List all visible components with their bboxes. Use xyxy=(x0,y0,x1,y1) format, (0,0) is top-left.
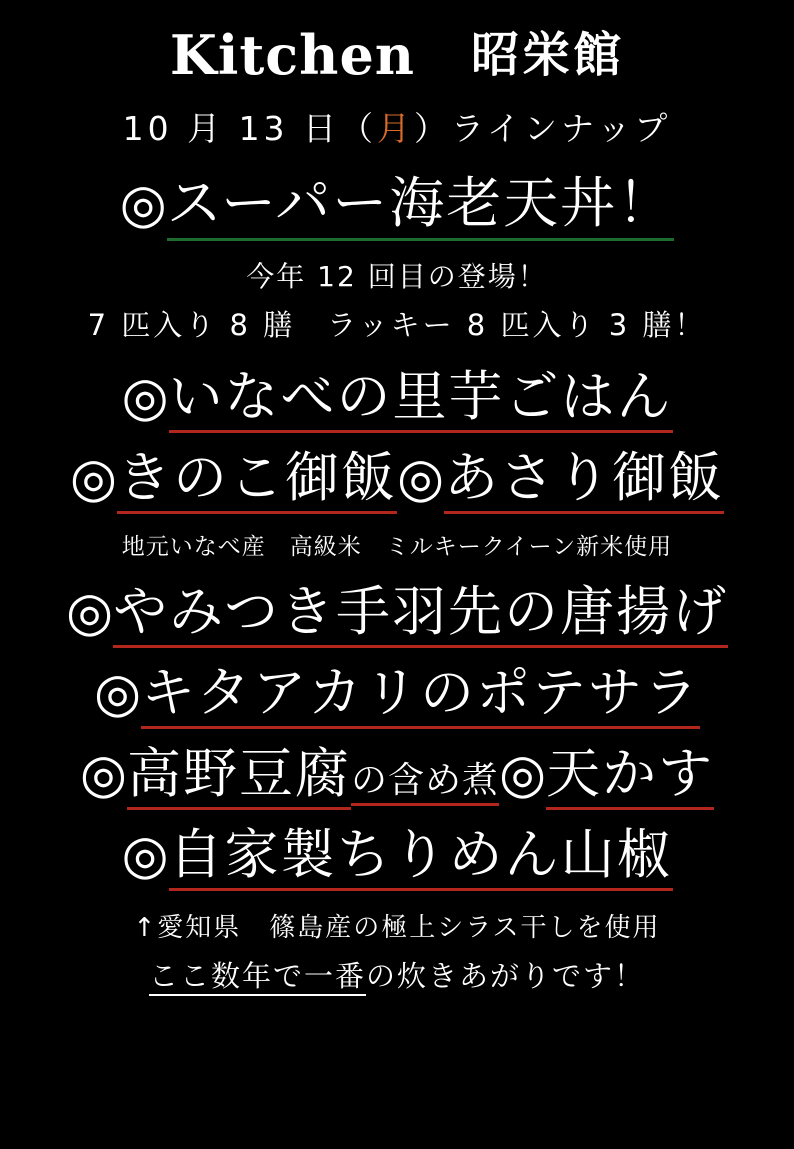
double-circle-icon: ◎ xyxy=(93,660,142,724)
menu-item-2-label: いなべの里芋ごはん xyxy=(169,366,673,433)
menu-item-3 xyxy=(0,447,794,514)
date-weekday: 月 xyxy=(377,109,415,149)
menu-item-1 xyxy=(0,172,794,240)
menu-item-6-label: 高野豆腐 xyxy=(127,743,351,810)
menu-item-7-label: 自家製ちりめん山椒 xyxy=(169,824,673,891)
double-circle-icon: ◎ xyxy=(121,364,169,428)
note-ebi-count: 今年 12 回目の登場！ xyxy=(246,259,548,293)
menu-item-7 xyxy=(0,824,794,891)
double-circle-icon: ◎ xyxy=(79,742,127,806)
menu-item-6 xyxy=(0,743,794,810)
menu-item-1-label: スーパー海老天丼！ xyxy=(167,172,675,240)
menu-item-4-label: やみつき手羽先の唐揚げ xyxy=(113,581,728,648)
note-shirasu: ↑愛知県 篠島産の極上シラス干しを使用 xyxy=(133,913,661,944)
menu-item-3-label: きのこ御飯 xyxy=(117,447,397,514)
double-circle-icon: ◎ xyxy=(69,445,117,509)
title-english: Kitchen xyxy=(169,23,416,87)
title-japanese: 昭栄館 xyxy=(471,27,625,84)
poster-title xyxy=(0,23,794,87)
note-footer xyxy=(0,954,794,995)
menu-item-3-label-2: あさり御飯 xyxy=(444,447,724,514)
note-ebi-portions: 7 匹入り 8 膳 ラッキー 8 匹入り 3 膳！ xyxy=(87,307,707,342)
menu-item-6-sub: の含め煮 xyxy=(351,760,499,806)
menu-item-5-label: キタアカリのポテサラ xyxy=(141,662,700,729)
double-circle-icon: ◎ xyxy=(121,823,169,887)
date-suffix: ）ラインナップ xyxy=(414,109,672,149)
poster-root xyxy=(0,23,794,1149)
date-line xyxy=(0,103,794,150)
note-footer-underlined: ここ数年で一番 xyxy=(149,959,366,996)
menu-item-5 xyxy=(0,662,794,729)
double-circle-icon: ◎ xyxy=(119,172,167,236)
menu-item-6-label-2: 天かす xyxy=(546,743,714,810)
menu-item-4 xyxy=(0,581,794,648)
double-circle-icon: ◎ xyxy=(65,579,114,643)
date-prefix: 10 月 13 日（ xyxy=(122,109,378,149)
note-rice: 地元いなべ産 高級米 ミルキークイーン新米使用 xyxy=(121,533,673,560)
note-footer-rest: の炊きあがりです！ xyxy=(366,959,646,994)
double-circle-icon-2: ◎ xyxy=(499,742,547,806)
double-circle-icon-2: ◎ xyxy=(397,445,445,509)
menu-item-2 xyxy=(0,366,794,433)
